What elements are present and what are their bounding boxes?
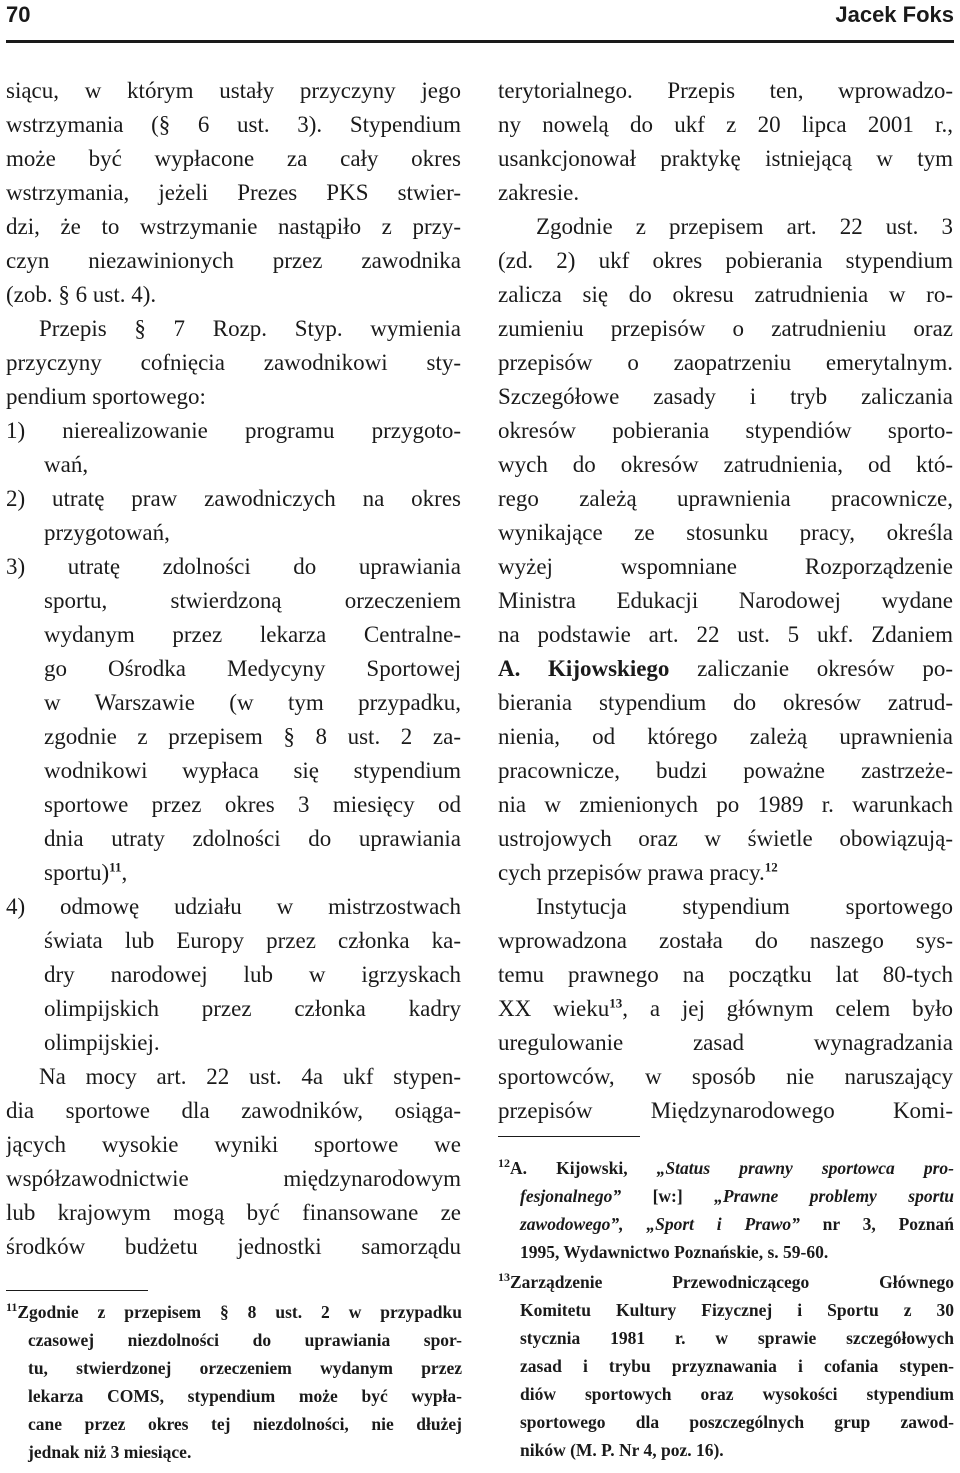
text-line: lub krajowym mogą być finansowane ze (6, 1200, 461, 1225)
text-line: środków budżetu jednostki samorządu (6, 1234, 461, 1259)
text-line: przepisów o zaopatrzeniu emerytalnym. (498, 350, 953, 375)
text-line: Przepis § 7 Rozp. Styp. wymienia (39, 316, 461, 341)
footnote-line: czasowej niezdolności do uprawiania spor- (28, 1330, 462, 1350)
running-head-author: Jacek Foks (835, 2, 954, 27)
text-fragment: zawodowego”, „Sport i Prawo” (520, 1214, 800, 1234)
footnote-rule (498, 1136, 640, 1137)
text-line: wstrzymania (§ 6 ust. 3). Stypendium (6, 112, 461, 137)
text-line: sportowe przez okres 3 miesięcy od (44, 792, 461, 817)
text-fragment: , (121, 860, 128, 885)
text-line: pracownicze, budzi poważne zastrzeże- (498, 758, 953, 783)
footnote-line: cane przez okres tej niezdolności, nie dłużej (28, 1414, 462, 1434)
list-item-4: 4) odmowę udziału w mistrzostwach (6, 894, 461, 919)
text-line: okresów pobierania stypendiów sporto- (498, 418, 953, 443)
text-line: przepisów Międzynarodowego Komi- (498, 1098, 953, 1123)
text-fragment: „Prawne problemy sportu (714, 1186, 954, 1206)
text-line (498, 856, 953, 890)
text-line: go Ośrodka Medycyny Sportowej (44, 656, 461, 681)
footnote-line: Komitetu Kultury Fizycznej i Sportu z 30 (520, 1300, 954, 1320)
text-line: wodnikowi wypłaca się stypendium (44, 758, 461, 783)
list-item-1: 1) nierealizowanie programu przygoto- (6, 418, 461, 443)
text-fragment: A. Kijowski, (510, 1158, 657, 1178)
text-line: usankcjonował praktykę istniejącą w tym (498, 146, 953, 171)
text-line: rego zależą uprawnienia pracownicze, (498, 486, 953, 511)
text-line: Zgodnie z przepisem art. 22 ust. 3 (536, 214, 953, 239)
footnote-ref-13[interactable]: 13 (609, 995, 623, 1011)
text-line: Ministra Edukacji Narodowej wydane (498, 588, 953, 613)
text-line: przygotowań, (44, 520, 170, 545)
text-line: nia w zmienionych po 1989 r. warunkach (498, 792, 953, 817)
text-fragment: cych przepisów prawa pracy. (498, 860, 765, 885)
footnote-line: lekarza COMS, stypendium może być wypła- (28, 1386, 462, 1406)
footnote-line: jednak niż 3 miesiące. (28, 1442, 192, 1462)
text-fragment: nr 3, Poznań (799, 1214, 954, 1234)
text-line: przyczyny cofnięcia zawodnikowi sty- (6, 350, 461, 375)
text-fragment: XX wieku (498, 996, 610, 1021)
footnote-line (498, 1154, 954, 1182)
text-line: wstrzymania, jeżeli Prezes PKS stwier- (6, 180, 461, 205)
footnote-line: sportowego dla poszczególnych grup zawod- (520, 1412, 954, 1432)
footnote-line: diów sportowych oraz wysokości stypendium (520, 1384, 954, 1404)
text-line: świata lub Europy przez członka ka- (44, 928, 461, 953)
text-line: siącu, w którym ustały przyczyny jego (6, 78, 461, 103)
text-line: zalicza się do okresu zatrudnienia w ro- (498, 282, 953, 307)
page-header (6, 2, 954, 38)
header-rule (6, 40, 954, 43)
text-fragment: fesjonalnego” (520, 1186, 622, 1206)
footnote-line: tu, stwierdzonej orzeczeniem wydanym przez (28, 1358, 462, 1378)
text-line: temu prawnego na początku lat 80-tych (498, 962, 953, 987)
text-line: sportu, stwierdzoną orzeczeniem (44, 588, 461, 613)
text-line (498, 652, 953, 686)
footnote-ref-12[interactable]: 12 (764, 859, 778, 875)
text-fragment: Zgodnie z przepisem § 8 ust. 2 w przypadku (17, 1302, 462, 1322)
footnote-11 (6, 1298, 462, 1466)
footnote-line (498, 1182, 954, 1210)
text-line: uregulowanie zasad wynagradzania (498, 1030, 953, 1055)
text-line: dry narodowej lub w igrzyskach (44, 962, 461, 987)
footnote-line: ników (M. P. Nr 4, poz. 16). (520, 1440, 724, 1460)
footnote-line: zasad i trybu przyznawania i cofania stypen- (520, 1356, 954, 1376)
left-column (6, 74, 461, 1264)
footnote-mark: 12 (498, 1156, 510, 1171)
text-line: dzi, że to wstrzymanie nastąpiło z przy- (6, 214, 461, 239)
text-line: pendium sportowego: (6, 384, 206, 409)
text-line: zgodnie z przepisem § 8 ust. 2 za- (44, 724, 461, 749)
text-line: Na mocy art. 22 ust. 4a ukf stypen- (39, 1064, 461, 1089)
text-line: wydanym przez lekarza Centralne- (44, 622, 461, 647)
text-line: olimpijskich przez członka kadry (44, 996, 461, 1021)
text-line: dnia utraty zdolności do uprawiania (44, 826, 461, 851)
text-line: wyżej wspomniane Rozporządzenie (498, 554, 953, 579)
text-line: zakresie. (498, 180, 580, 205)
page-number: 70 (6, 2, 31, 27)
text-line: wprowadzona została do naszego sys- (498, 928, 953, 953)
text-line: jących wysokie wyniki sportowe we (6, 1132, 461, 1157)
text-fragment: , a jej głównym celem było (622, 996, 953, 1021)
text-line: ny nowelą do ukf z 20 lipca 2001 r., (498, 112, 953, 137)
text-line: ustrojowych oraz w świetle obowiązują- (498, 826, 953, 851)
author-name: A. Kijowskiego (498, 656, 670, 681)
text-line: czyn niezawinionych przez zawodnika (6, 248, 461, 273)
footnote-rule (6, 1290, 148, 1291)
footnote-ref-11[interactable]: 11 (109, 859, 122, 875)
text-line: (zob. § 6 ust. 4). (6, 282, 157, 307)
text-line: (zd. 2) ukf okres pobierania stypendium (498, 248, 953, 273)
text-line: Instytucja stypendium sportowego (536, 894, 953, 919)
text-line: olimpijskiej. (44, 1030, 160, 1055)
text-line: bierania stypendium do okresów zatrud- (498, 690, 953, 715)
text-line: terytorialnego. Przepis ten, wprowadzo- (498, 78, 953, 103)
text-line: wań, (44, 452, 89, 477)
text-line: współzawodnictwie międzynarodowym (6, 1166, 461, 1191)
text-fragment: zaliczanie okresów po- (669, 656, 953, 681)
text-fragment: „Status prawny sportowca pro- (656, 1158, 954, 1178)
footnote-12 (498, 1154, 954, 1266)
text-line: wych do okresów zatrudnienia, od któ- (498, 452, 953, 477)
text-line: Szczegółowe zasady i tryb zaliczania (498, 384, 953, 409)
text-line: zumieniu przepisów o zatrudnieniu oraz (498, 316, 953, 341)
text-line: nienia, od którego zależą uprawnienia (498, 724, 953, 749)
footnote-13 (498, 1268, 954, 1464)
text-line: może być wypłacone za cały okres (6, 146, 461, 171)
text-fragment: Zarządzenie Przewodniczącego Głównego (510, 1272, 954, 1292)
right-column (498, 74, 953, 1128)
footnote-line (6, 1298, 462, 1326)
footnote-line: 1995, Wydawnictwo Poznańskie, s. 59-60. (520, 1242, 829, 1262)
text-line: wynikające ze stosunku pracy, określa (498, 520, 953, 545)
text-line (498, 992, 953, 1026)
text-line: dia sportowe dla zawodników, osiąga- (6, 1098, 461, 1123)
text-line: na podstawie art. 22 ust. 5 ukf. Zdaniem (498, 622, 953, 647)
footnote-line: stycznia 1981 r. w sprawie szczegółowych (520, 1328, 954, 1348)
text-line: sportowców, w sposób nie naruszający (498, 1064, 953, 1089)
list-item-3: 3) utratę zdolności do uprawiania (6, 554, 461, 579)
footnote-line (498, 1268, 954, 1296)
text-line: w Warszawie (w tym przypadku, (44, 690, 461, 715)
footnote-line (498, 1210, 954, 1238)
text-fragment: sportu) (44, 860, 110, 885)
footnote-mark: 13 (498, 1270, 510, 1285)
footnote-mark: 11 (6, 1300, 18, 1315)
list-item-2: 2) utratę praw zawodniczych na okres (6, 486, 461, 511)
text-line (6, 856, 461, 890)
text-fragment: [w:] (621, 1186, 715, 1206)
